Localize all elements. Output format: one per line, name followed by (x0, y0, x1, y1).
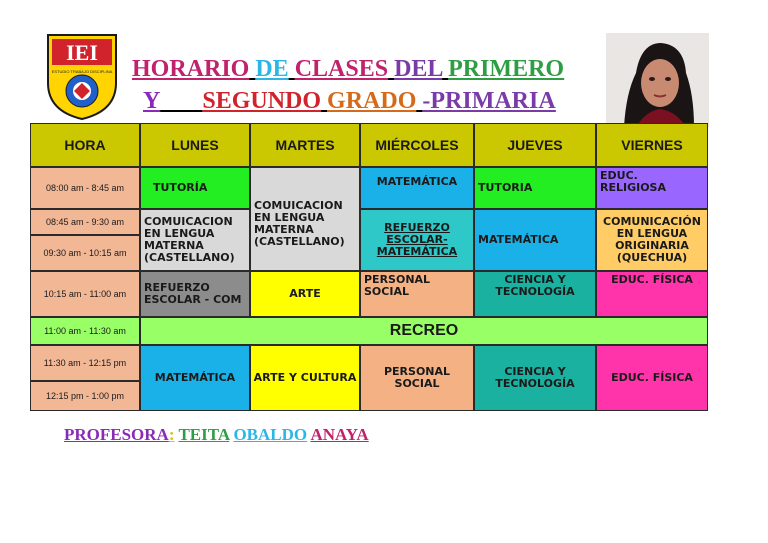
school-logo (44, 33, 120, 121)
footer-word: : (168, 425, 175, 444)
time-slot: 10:15 am - 11:00 am (30, 271, 140, 317)
title-line-1 (132, 56, 612, 83)
lunes-matematica: MATEMÁTICA (140, 345, 250, 411)
title-word: DEL (394, 56, 443, 82)
header-miercoles: MIÉRCOLES (360, 123, 474, 167)
footer-word: OBALDO (233, 425, 308, 444)
time-slot: 08:00 am - 8:45 am (30, 167, 140, 209)
title-word: Y (143, 88, 161, 114)
martes-arte-cultura: ARTE Y CULTURA (250, 345, 360, 411)
lunes-comunicacion: COMUICACION EN LENGUA MATERNA (CASTELLANO) (140, 209, 250, 271)
title-word: HORARIO (132, 56, 250, 82)
jueves-tutoria: TUTORIA (474, 167, 596, 209)
viernes-educ-fisica-2: EDUC. FÍSICA (596, 345, 708, 411)
miercoles-matematica: MATEMÁTICA (360, 167, 474, 209)
time-slot: 11:00 am - 11:30 am (30, 317, 140, 345)
title-word: CLASES (294, 56, 389, 82)
miercoles-personal-social: PERSONAL SOCIAL (360, 271, 474, 317)
footer-word: PROFESORA (64, 425, 169, 444)
viernes-religiosa: EDUC. RELIGIOSA (596, 167, 708, 209)
title-line-2 (143, 88, 623, 115)
logo-letters: IEI (66, 40, 98, 65)
time-slot: 09:30 am - 10:15 am (30, 235, 140, 271)
logo-caption: ESTUDIO TRABAJO DISCIPLINA (51, 69, 113, 74)
schedule-table (30, 123, 708, 411)
time-slot: 11:30 am - 12:15 pm (30, 345, 140, 381)
recreo-row: RECREO (140, 317, 708, 345)
title-word: SEGUNDO (202, 88, 322, 114)
header-viernes: VIERNES (596, 123, 708, 167)
miercoles-refuerzo: REFUERZO ESCOLAR- MATEMÁTICA (360, 209, 474, 271)
header-jueves: JUEVES (474, 123, 596, 167)
viernes-educ-fisica: EDUC. FÍSICA (596, 271, 708, 317)
header-lunes: LUNES (140, 123, 250, 167)
header-martes: MARTES (250, 123, 360, 167)
footer-word: ANAYA (310, 425, 369, 444)
lunes-tutoria: TUTORÍA (140, 167, 250, 209)
martes-comunicacion: COMUICACION EN LENGUA MATERNA (CASTELLANO) (250, 167, 360, 271)
viernes-comunicacion: COMUNICACIÓN EN LENGUA ORIGINARIA (QUECHUA) (596, 209, 708, 271)
title-word: DE (255, 56, 289, 82)
header-hora: HORA (30, 123, 140, 167)
teacher-name (64, 425, 369, 445)
martes-arte: ARTE (250, 271, 360, 317)
jueves-ciencia-2: CIENCIA Y TECNOLOGÍA (474, 345, 596, 411)
time-slot: 08:45 am - 9:30 am (30, 209, 140, 235)
title-word: PRIMERO (448, 56, 565, 82)
lunes-refuerzo: REFUERZO ESCOLAR - COM (140, 271, 250, 317)
jueves-matematica: MATEMÁTICA (474, 209, 596, 271)
footer-word: TEITA (178, 425, 230, 444)
title-word: -PRIMARIA (422, 88, 556, 114)
time-slot: 12:15 pm - 1:00 pm (30, 381, 140, 411)
miercoles-personal-social-2: PERSONAL SOCIAL (360, 345, 474, 411)
title-word: GRADO (327, 88, 417, 114)
jueves-ciencia: CIENCIA Y TECNOLOGÍA (474, 271, 596, 317)
